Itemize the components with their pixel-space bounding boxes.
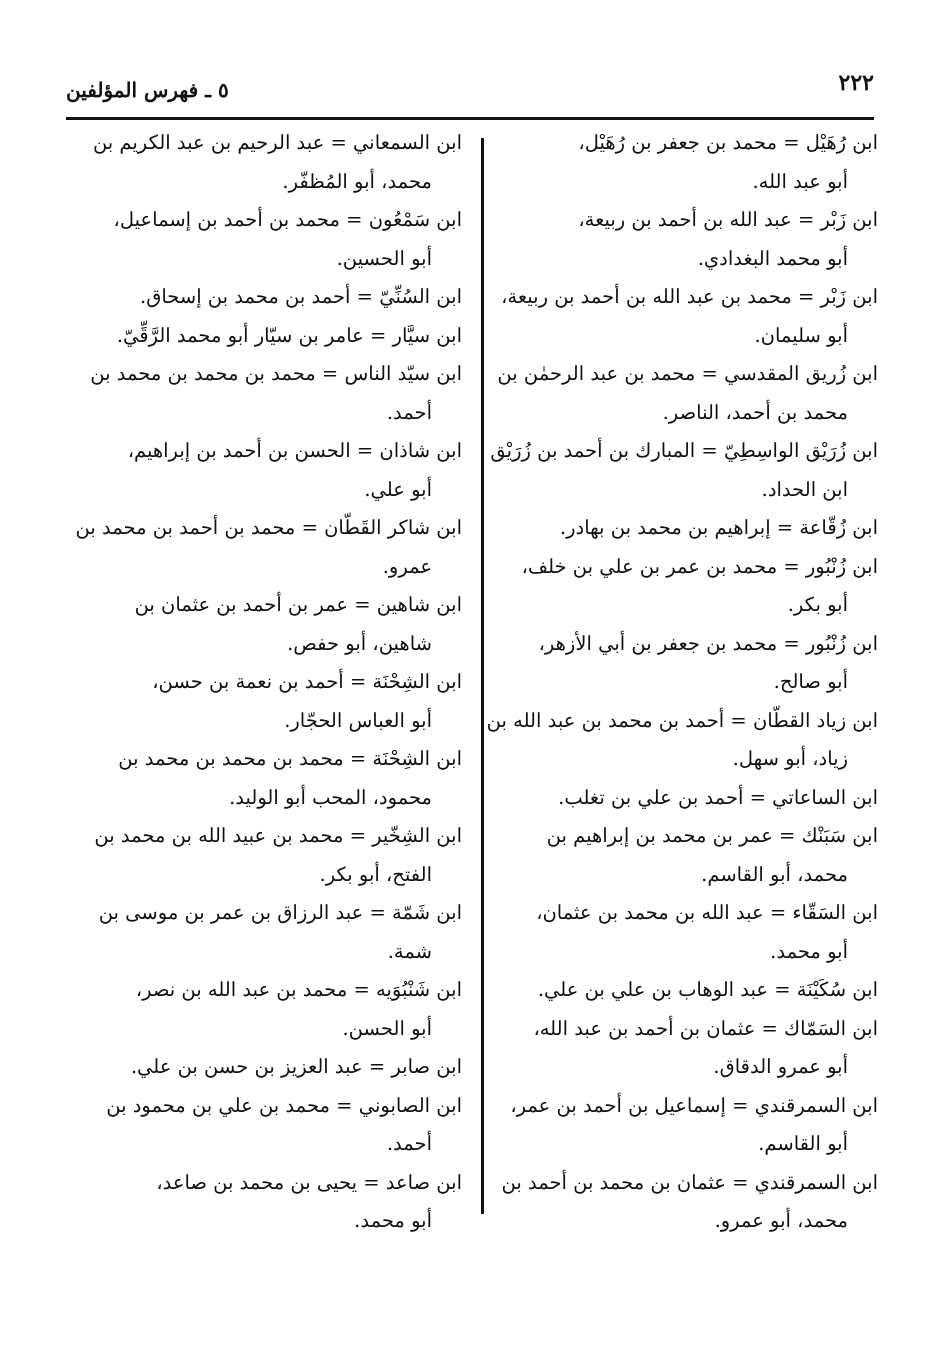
- entry-head: ابن السمعاني = عبد الرحيم بن عبد الكريم بن: [92, 131, 462, 154]
- index-entry: [482, 201, 878, 278]
- entry-continuation: أبو بكر.: [787, 593, 848, 616]
- entry-head: ابن سيّد الناس = محمد بن محمد بن محمد بن: [90, 362, 462, 385]
- entry-continuation: أبو محمد.: [354, 1209, 432, 1232]
- entry-continuation: أبو صالح.: [773, 670, 848, 693]
- entry-continuation: أبو عبد الله.: [752, 169, 848, 193]
- entry-continuation: أبو العباس الحجّار.: [284, 708, 432, 732]
- entry-head: ابن الشِحْنَة = أحمد بن نعمة بن حسن،: [152, 670, 462, 693]
- index-entry: [482, 971, 878, 1010]
- entry-continuation: أبو محمد.: [770, 939, 848, 963]
- index-entry: [482, 1164, 878, 1241]
- section-title: ٥ ـ فهرس المؤلفين: [66, 78, 229, 102]
- page-header: [66, 70, 874, 114]
- entry-head: ابن سَبَنْك = عمر بن محمد بن إبراهيم بن: [546, 824, 878, 847]
- header-rule: [66, 117, 874, 120]
- entry-head: ابن شَنْبُوَيه = محمد بن عبد الله بن نصر،: [135, 978, 462, 1001]
- entry-head: ابن الشِخّير = محمد بن عبيد الله بن محمد بن: [94, 824, 462, 847]
- index-entry: [66, 278, 462, 317]
- entry-head: ابن زياد القطّان = أحمد بن محمد بن عبد الله بن: [486, 708, 878, 732]
- index-entry: [482, 1010, 878, 1087]
- entry-head: ابن زُريق المقدسي = محمد بن عبد الرحمٰن بن: [497, 362, 878, 385]
- index-entry: [66, 509, 462, 586]
- entry-continuation: أبو علي.: [364, 477, 432, 501]
- index-entry: [482, 702, 878, 779]
- entry-head: ابن سَمْعُون = محمد بن أحمد بن إسماعيل،: [113, 208, 462, 231]
- entry-continuation: أبو سليمان.: [754, 323, 848, 347]
- index-entry: [482, 1087, 878, 1164]
- entry-head: ابن سيَّار = عامر بن سيّار أبو محمد الرَّقِّيّ.: [116, 323, 462, 347]
- entry-head: ابن السَمّاك = عثمان بن أحمد بن عبد الله،: [533, 1016, 878, 1040]
- entry-head: ابن زَبْر = محمد بن عبد الله بن أحمد بن ربيعة،: [501, 285, 878, 308]
- index-entry: [66, 1164, 462, 1241]
- entry-continuation: أبو عمرو الدقاق.: [713, 1055, 848, 1078]
- entry-head: ابن زُقّاعة = إبراهيم بن محمد بن بهادر.: [559, 516, 878, 539]
- index-entry: [66, 1087, 462, 1164]
- entry-head: ابن الساعاتي = أحمد بن علي بن تغلب.: [558, 785, 878, 809]
- index-entry: [66, 817, 462, 894]
- index-entry: [66, 124, 462, 201]
- entry-continuation: عمرو.: [382, 554, 432, 578]
- entry-continuation: محمد، أبو عمرو.: [714, 1209, 848, 1232]
- entry-head: ابن رُهَيْل = محمد بن جعفر بن رُهَيْل،: [578, 131, 878, 154]
- right-column: [482, 124, 878, 1241]
- index-entry: [66, 317, 462, 356]
- entry-head: ابن السَقّاء = عبد الله بن محمد بن عثمان،: [536, 901, 878, 924]
- index-entry: [66, 432, 462, 509]
- entry-continuation: شاهين، أبو حفص.: [287, 631, 432, 655]
- index-entry: [66, 740, 462, 817]
- index-entry: [482, 548, 878, 625]
- entry-continuation: محمد بن أحمد، الناصر.: [662, 400, 848, 424]
- page-number: ٢٢٢: [838, 70, 874, 96]
- entry-continuation: أحمد.: [386, 1132, 432, 1155]
- entry-continuation: ابن الحداد.: [761, 477, 848, 501]
- index-entry: [482, 894, 878, 971]
- entry-head: ابن شاكر القَطّان = محمد بن أحمد بن محمد بن: [75, 516, 462, 539]
- entry-head: ابن زَبْر = عبد الله بن أحمد بن ربيعة،: [578, 208, 878, 231]
- index-entry: [482, 509, 878, 548]
- entry-continuation: زياد، أبو سهل.: [732, 747, 848, 770]
- entry-head: ابن الصابوني = محمد بن علي بن محمود بن: [106, 1093, 462, 1117]
- index-entry: [482, 817, 878, 894]
- index-entry: [66, 971, 462, 1048]
- left-column: [66, 124, 462, 1241]
- index-entry: [66, 1048, 462, 1087]
- index-entry: [482, 432, 878, 509]
- entry-head: ابن السمرقندي = عثمان بن محمد بن أحمد بن: [501, 1170, 878, 1194]
- entry-continuation: أبو الحسين.: [336, 246, 432, 270]
- entry-continuation: شمة.: [387, 939, 432, 963]
- entry-head: ابن صابر = عبد العزيز بن حسن بن علي.: [130, 1055, 462, 1078]
- entry-continuation: الفتح، أبو بكر.: [319, 862, 432, 886]
- index-entry: [66, 355, 462, 432]
- entry-continuation: محمود، المحب أبو الوليد.: [229, 785, 432, 809]
- index-entry: [482, 278, 878, 355]
- index-entry: [66, 663, 462, 740]
- entry-head: ابن سُكَيْنَة = عبد الوهاب بن علي بن علي.: [537, 978, 878, 1001]
- entry-head: ابن شاذان = الحسن بن أحمد بن إبراهيم،: [127, 439, 462, 462]
- index-entry: [482, 625, 878, 702]
- entry-head: ابن زُرَيْق الواسِطِيّ = المبارك بن أحمد بن زُرَيْق: [490, 439, 878, 462]
- entry-head: ابن السُنِّيّ = أحمد بن محمد بن إسحاق.: [140, 285, 462, 308]
- entry-head: ابن الشِحْنَة = محمد بن محمد بن محمد بن: [118, 747, 462, 770]
- entry-head: ابن صاعد = يحيى بن محمد بن صاعد،: [156, 1170, 462, 1194]
- index-entry: [66, 201, 462, 278]
- entry-head: ابن السمرقندي = إسماعيل بن أحمد بن عمر،: [510, 1093, 878, 1117]
- entry-head: ابن شَمّة = عبد الرزاق بن عمر بن موسى بن: [98, 901, 462, 924]
- index-entry: [482, 355, 878, 432]
- entry-continuation: أبو الحسن.: [342, 1016, 432, 1040]
- index-entry: [66, 586, 462, 663]
- entry-head: ابن زُنْبُور = محمد بن عمر بن علي بن خلف،: [521, 554, 878, 578]
- entry-continuation: محمد، أبو المُظفّر.: [282, 169, 432, 193]
- entry-head: ابن زُنْبُور = محمد بن جعفر بن أبي الأزهر،: [538, 631, 878, 655]
- entry-continuation: محمد، أبو القاسم.: [701, 862, 848, 886]
- entry-continuation: أبو محمد البغدادي.: [697, 246, 848, 270]
- index-entry: [482, 124, 878, 201]
- entry-head: ابن شاهين = عمر بن أحمد بن عثمان بن: [134, 593, 462, 616]
- index-entry: [66, 894, 462, 971]
- entry-continuation: أبو القاسم.: [758, 1132, 848, 1155]
- index-entry: [482, 779, 878, 818]
- entry-continuation: أحمد.: [386, 400, 432, 424]
